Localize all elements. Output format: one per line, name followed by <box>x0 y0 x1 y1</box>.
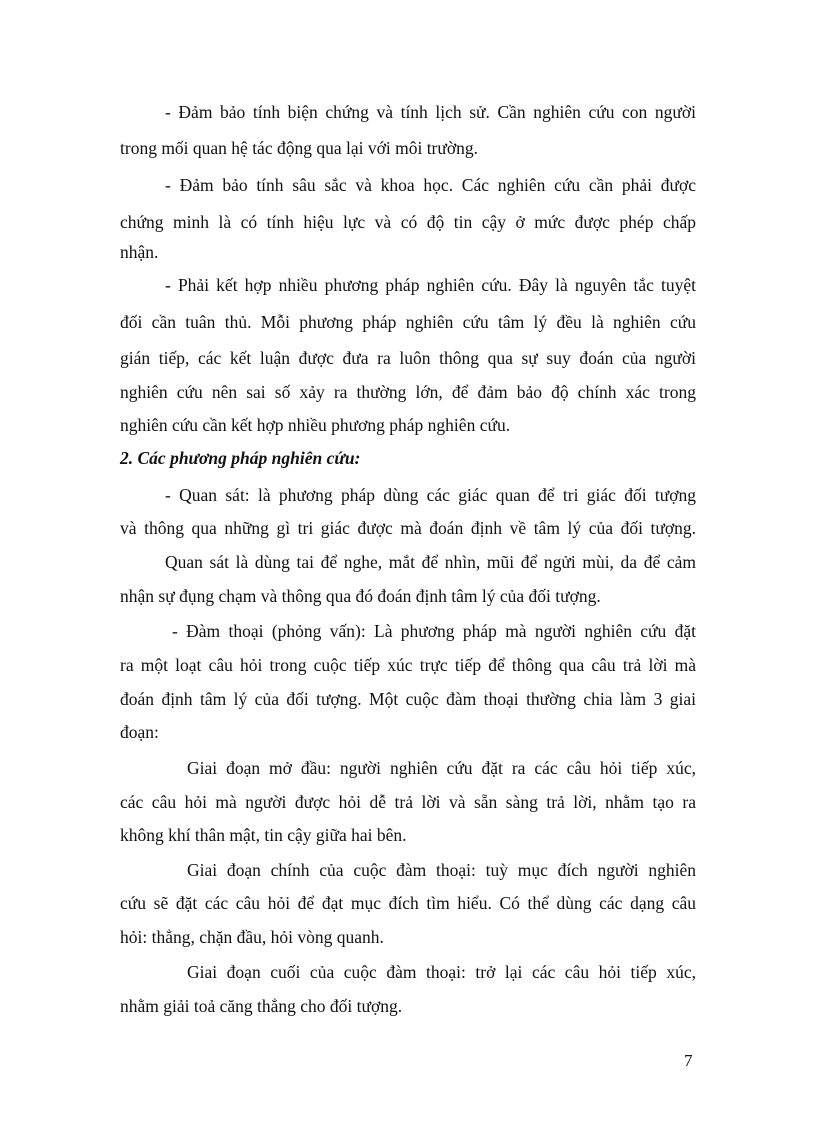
method-interview-line-1: - Đàm thoại (phỏng vấn): Là phương pháp mà người nghiên cứu đặt <box>172 621 696 641</box>
method-interview-line-4: đoạn: <box>120 722 159 742</box>
interview-stage-main-line-1: Giai đoạn chính của cuộc đàm thoại: tuỳ mục đích người nghiên <box>187 860 696 880</box>
principle-combined-methods-line-1: - Phải kết hợp nhiều phương pháp nghiên cứu. Đây là nguyên tắc tuyệt <box>165 275 696 295</box>
interview-stage-main-line-2: cứu sẽ đặt các câu hỏi để đạt mục đích tìm hiểu. Có thể dùng các dạng câu <box>120 893 696 913</box>
page-number: 7 <box>684 1051 693 1070</box>
principle-combined-methods-line-4: nghiên cứu nên sai số xảy ra thường lớn, để đảm bảo độ chính xác trong <box>120 382 696 402</box>
principle-combined-methods-line-5: nghiên cứu cần kết hợp nhiều phương pháp nghiên cứu. <box>120 415 511 435</box>
interview-stage-closing-line-2: nhằm giải toả căng thẳng cho đối tượng. <box>120 996 403 1016</box>
interview-stage-opening-line-1: Giai đoạn mở đầu: người nghiên cứu đặt ra các câu hỏi tiếp xúc, <box>187 758 696 778</box>
interview-stage-opening-line-3: không khí thân mật, tin cậy giữa hai bên. <box>120 825 407 845</box>
method-observation-detail-line-1: Quan sát là dùng tai để nghe, mắt để nhìn, mũi để ngửi mùi, da để cảm <box>165 552 696 572</box>
principle-scientific-line-1: - Đảm bảo tính sâu sắc và khoa học. Các nghiên cứu cần phải được <box>165 175 696 195</box>
interview-stage-main-line-3: hỏi: thẳng, chặn đầu, hỏi vòng quanh. <box>120 927 384 947</box>
method-interview-line-3: đoán định tâm lý của đối tượng. Một cuộc đàm thoại thường chia làm 3 giai <box>120 689 696 709</box>
principle-dialectical-line-1: - Đảm bảo tính biện chứng và tính lịch sử. Cần nghiên cứu con người <box>165 102 696 122</box>
principle-scientific-line-2: chứng minh là có tính hiệu lực và có độ tin cậy ở mức được phép chấp <box>120 212 696 232</box>
interview-stage-closing-line-1: Giai đoạn cuối của cuộc đàm thoại: trở lại các câu hỏi tiếp xúc, <box>187 962 696 982</box>
method-observation-line-1: - Quan sát: là phương pháp dùng các giác quan để tri giác đối tượng <box>165 485 696 505</box>
principle-scientific-line-3: nhận. <box>120 242 159 262</box>
method-interview-line-2: ra một loạt câu hỏi trong cuộc tiếp xúc trực tiếp để thông qua câu trả lời mà <box>120 655 696 675</box>
principle-dialectical-line-2: trong mối quan hệ tác động qua lại với môi trường. <box>120 138 478 158</box>
method-observation-detail-line-2: nhận sự đụng chạm và thông qua đó đoán định tâm lý của đối tượng. <box>120 586 601 606</box>
interview-stage-opening-line-2: các câu hỏi mà người được hỏi dễ trả lời và sẵn sàng trả lời, nhằm tạo ra <box>120 792 696 812</box>
principle-combined-methods-line-2: đối cần tuân thủ. Mỗi phương pháp nghiên cứu tâm lý đều là nghiên cứu <box>120 312 696 332</box>
section-heading: 2. Các phương pháp nghiên cứu: <box>120 448 361 468</box>
method-observation-line-2: và thông qua những gì tri giác được mà đoán định về tâm lý của đối tượng. <box>120 518 696 538</box>
principle-combined-methods-line-3: gián tiếp, các kết luận được đưa ra luôn thông qua sự suy đoán của người <box>120 348 696 368</box>
